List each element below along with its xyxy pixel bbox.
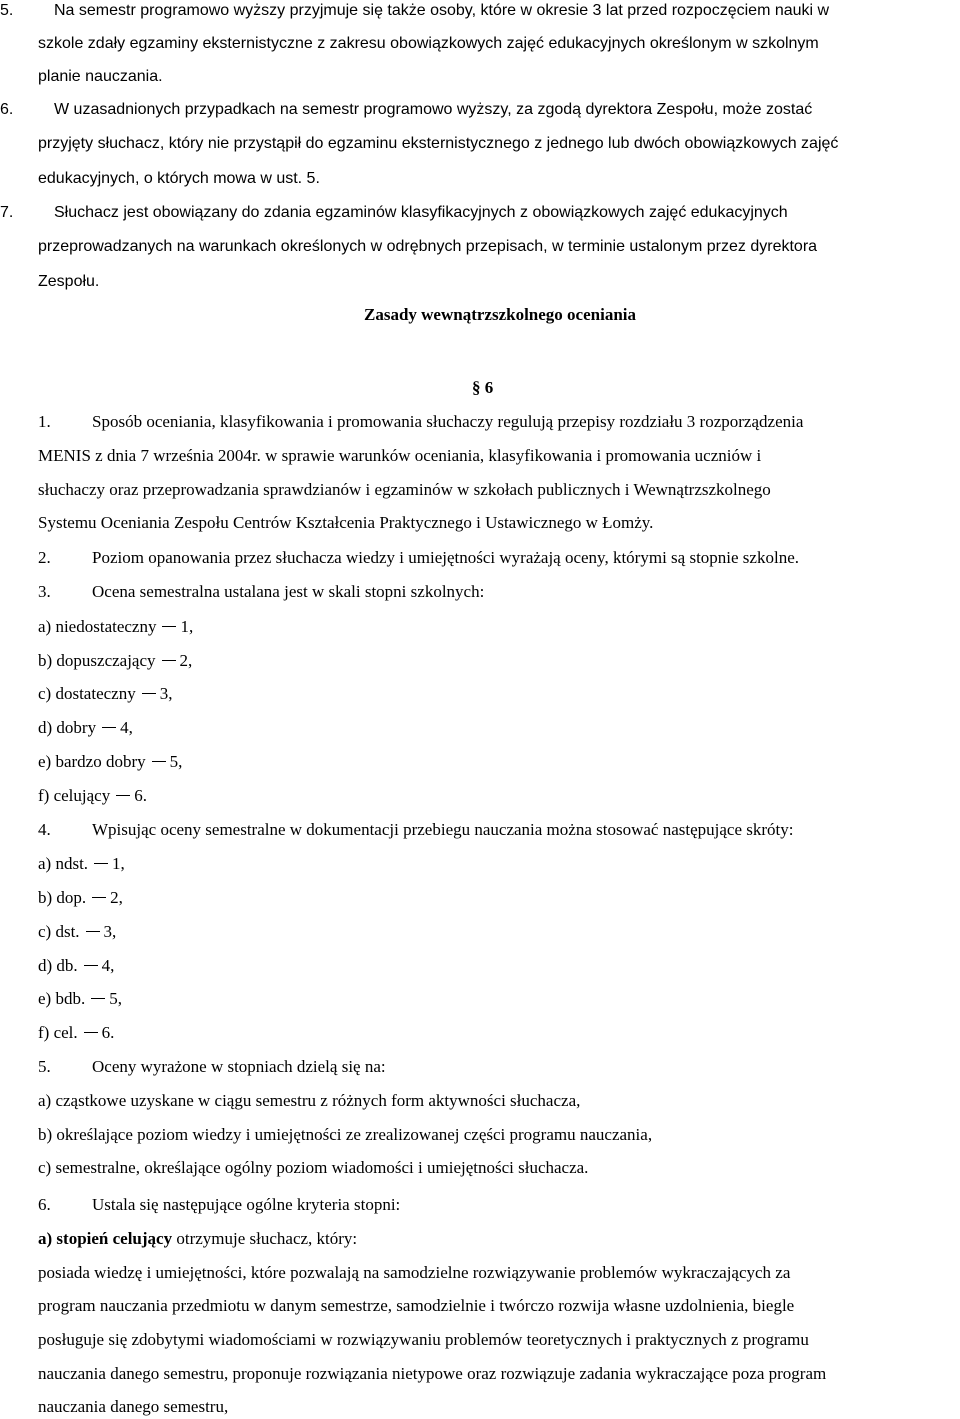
item-6-text: W uzasadnionych przypadkach na semestr programowo wyższy, za zgodą dyrektora Zespołu, może zostać xyxy=(54,101,813,118)
dash xyxy=(116,795,130,796)
grade-name: a) niedostateczny xyxy=(38,617,157,636)
item-7-text: Słuchacz jest obowiązany do zdania egzaminów klasyfikacyjnych z obowiązkowych zajęć edukacyjnych xyxy=(54,204,788,221)
rule-1-line-1 xyxy=(38,411,803,433)
rule-6 xyxy=(38,1194,400,1216)
grade-item xyxy=(38,785,147,807)
grade-name: d) dobry xyxy=(38,718,97,737)
item-5-line-2: szkole zdały egzaminy eksternistyczne z zakresu obowiązkowych zajęć edukacyjnych określonym w szkolnym xyxy=(38,35,819,52)
grade-name: b) dopuszczający xyxy=(38,651,156,670)
abbrev-name: d) db. xyxy=(38,956,78,975)
rule-2 xyxy=(38,547,799,569)
rule-5-number: 5. xyxy=(38,1057,51,1076)
criterion-label: a) stopień celujący xyxy=(38,1229,173,1248)
grade-name: c) dostateczny xyxy=(38,684,136,703)
grade-name: f) celujący xyxy=(38,786,111,805)
rule-3-text: Ocena semestralna ustalana jest w skali stopni szkolnych: xyxy=(92,582,485,601)
grade-item xyxy=(38,717,133,739)
grade-value: 5, xyxy=(169,752,183,771)
abbrev-item xyxy=(38,1022,114,1044)
abbrev-item xyxy=(38,921,116,943)
grade-value: 6. xyxy=(134,786,147,805)
abbrev-value: 1, xyxy=(112,854,125,873)
rule-4-text: Wpisując oceny semestralne w dokumentacji przebiegu nauczania można stosować następujące skróty: xyxy=(92,820,794,839)
dash xyxy=(142,693,156,694)
rule-5-item: c) semestralne, określające ogólny poziom wiadomości i umiejętności słuchacza. xyxy=(38,1158,589,1177)
abbrev-name: e) bdb. xyxy=(38,989,86,1008)
abbrev-item xyxy=(38,887,123,909)
grade-item xyxy=(38,616,193,638)
rule-3-number: 3. xyxy=(38,582,51,601)
rule-1-line-2 xyxy=(38,445,761,467)
abbrev-name: b) dop. xyxy=(38,888,87,907)
abbrev-name: f) cel. xyxy=(38,1023,78,1042)
abbrev-value: 6. xyxy=(101,1023,115,1042)
criterion-body-line: posiada wiedzę i umiejętności, które pozwalają na samodzielne rozwiązywanie problemów wykraczających za xyxy=(38,1263,791,1282)
dash xyxy=(94,863,108,864)
rule-5-item: b) określające poziom wiedzy i umiejętności ze zrealizowanej części programu nauczania, xyxy=(38,1125,653,1144)
grade-item xyxy=(38,683,172,705)
criterion-heading xyxy=(38,1228,357,1250)
rule-2-text: Poziom opanowania przez słuchacza wiedzy i umiejętności wyrażają oceny, którymi są stopnie szkolne. xyxy=(92,548,799,567)
abbrev-item xyxy=(38,955,114,977)
abbrev-value: 4, xyxy=(101,956,115,975)
dash xyxy=(162,660,176,661)
rule-5 xyxy=(38,1056,386,1078)
grade-value: 2, xyxy=(179,651,193,670)
item-6-line-1 xyxy=(0,99,812,121)
abbrev-item xyxy=(38,853,125,875)
rule-1-regulation: MENIS z dnia 7 września 2004r. xyxy=(38,446,261,465)
item-5-line-3: planie nauczania. xyxy=(38,68,163,85)
item-7-line-1 xyxy=(0,202,788,224)
item-6-line-2: przyjęty słuchacz, który nie przystąpił do egzaminu eksternistycznego z jednego lub dwóch obowiązkowych zajęć xyxy=(38,135,839,152)
rule-5-item: a) cząstkowe uzyskane w ciągu semestru z różnych form aktywności słuchacza, xyxy=(38,1091,581,1110)
abbrev-name: c) dst. xyxy=(38,922,80,941)
rule-1-text: Sposób oceniania, klasyfikowania i promowania słuchaczy regulują przepisy rozdziału 3 rozporządzenia xyxy=(92,412,804,431)
grade-value: 1, xyxy=(180,617,194,636)
item-7-number: 7. xyxy=(0,204,14,221)
abbrev-item xyxy=(38,988,122,1010)
rule-1-number: 1. xyxy=(38,412,51,431)
grade-item xyxy=(38,751,182,773)
rule-5-text: Oceny wyrażone w stopniach dzielą się na: xyxy=(92,1057,386,1076)
item-7-line-3: Zespołu. xyxy=(38,273,100,290)
criterion-body-line: nauczania danego semestru, proponuje rozwiązania nietypowe oraz rozwiązuje zadania wykraczające poza program xyxy=(38,1364,827,1383)
rule-2-number: 2. xyxy=(38,548,51,567)
item-7-line-2: przeprowadzanych na warunkach określonych w odrębnych przepisach, w terminie ustalonym przez dyrektora xyxy=(38,238,818,255)
criterion-body-line: posługuje się zdobytymi wiadomościami w rozwiązywaniu problemów teoretycznych i praktycznych z programu xyxy=(38,1330,809,1349)
rule-4-number: 4. xyxy=(38,820,51,839)
grade-name: e) bardzo dobry xyxy=(38,752,146,771)
criterion-body-line: nauczania danego semestru, xyxy=(38,1397,229,1416)
rule-6-text: Ustala się następujące ogólne kryteria stopni: xyxy=(92,1195,401,1214)
item-5-number: 5. xyxy=(0,2,14,19)
rule-6-number: 6. xyxy=(38,1195,51,1214)
item-5-line-1 xyxy=(0,0,829,22)
item-5-text: Na semestr programowo wyższy przyjmuje się także osoby, które w okresie 3 lat przed rozpoczęciem nauki w xyxy=(54,2,830,19)
dash xyxy=(152,761,166,762)
grade-value: 4, xyxy=(120,718,133,737)
dash xyxy=(84,1032,98,1033)
dash xyxy=(162,626,176,627)
rule-1-line-3: słuchaczy oraz przeprowadzania sprawdzianów i egzaminów w szkołach publicznych i Wewnątrzszkolnego xyxy=(38,480,771,499)
section-heading: Zasady wewnątrzszkolnego oceniania xyxy=(364,305,636,324)
grade-value: 3, xyxy=(159,684,173,703)
item-6-number: 6. xyxy=(0,101,14,118)
criterion-body-line: program nauczania przedmiotu w danym semestrze, samodzielnie i twórczo rozwija własne uzdolnienia, biegle xyxy=(38,1296,795,1315)
abbrev-value: 3, xyxy=(103,922,117,941)
paragraph-mark: § 6 xyxy=(472,378,494,397)
criterion-rest: otrzymuje słuchacz, który: xyxy=(172,1229,358,1248)
dash xyxy=(91,998,105,999)
abbrev-value: 2, xyxy=(110,888,123,907)
rule-1-regulation-rest: w sprawie warunków oceniania, klasyfikowania i promowania uczniów i xyxy=(260,446,762,465)
grade-item xyxy=(38,650,192,672)
abbrev-name: a) ndst. xyxy=(38,854,89,873)
dash xyxy=(84,965,98,966)
dash xyxy=(102,727,116,728)
dash xyxy=(92,897,106,898)
abbrev-value: 5, xyxy=(109,989,122,1008)
rule-3 xyxy=(38,581,484,603)
rule-1-line-4: Systemu Oceniania Zespołu Centrów Kształcenia Praktycznego i Ustawicznego w Łomży. xyxy=(38,513,654,532)
rule-4 xyxy=(38,819,793,841)
item-6-line-3: edukacyjnych, o których mowa w ust. 5. xyxy=(38,170,320,187)
dash xyxy=(86,931,100,932)
